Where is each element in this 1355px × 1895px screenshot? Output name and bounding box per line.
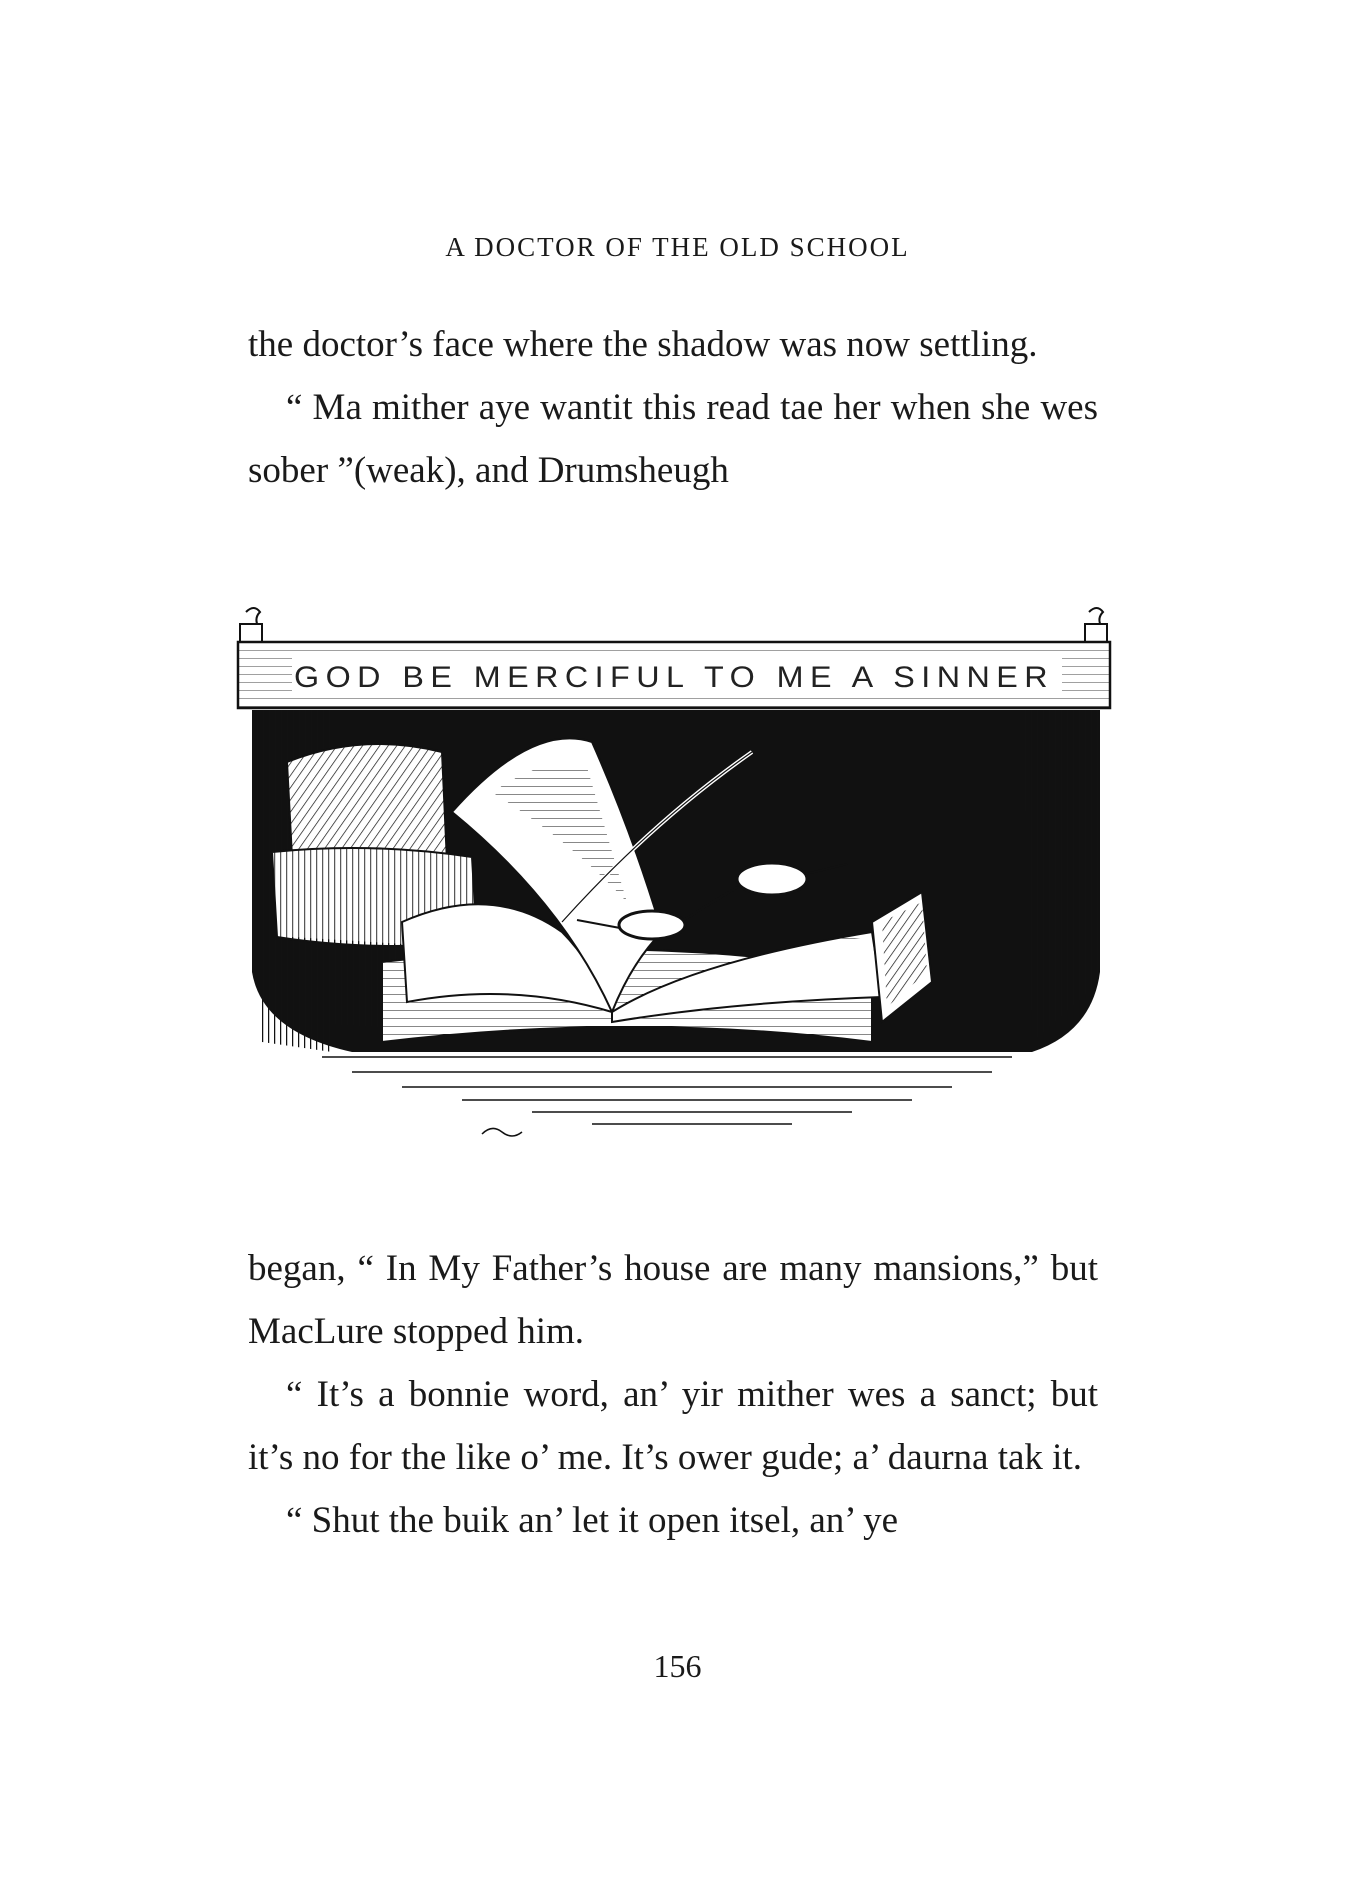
paragraph: began, “ In My Father’s house are many mansions,” but MacLure stopped him. (248, 1248, 1098, 1352)
paragraph: “ Shut the buik an’ let it open itsel, an’ ye (286, 1500, 899, 1541)
engraving-illustration (232, 602, 1117, 1177)
page-number: 156 (653, 1648, 702, 1684)
running-head: A DOCTOR OF THE OLD SCHOOL (445, 232, 910, 262)
table-surface (322, 1057, 1012, 1124)
banner-inscription: GOD BE MERCIFUL TO ME A SINNER (294, 661, 1054, 694)
text-block-top (248, 313, 1098, 502)
paragraph: “ It’s a bonnie word, an’ yir mither wes a sanct; but it’s no for the like o’ me. It’s ower gude; a’ daurna tak it. (248, 1374, 1098, 1478)
illustration-bible-and-spectacles (232, 602, 1117, 1177)
text-block-bottom (248, 1237, 1098, 1552)
paragraph: the doctor’s face where the shadow was now settling. (248, 324, 1038, 365)
artist-monogram (482, 1128, 522, 1136)
inscription-banner (238, 642, 1110, 708)
paragraph: “ Ma mither aye wantit this read tae her when she wes sober ”(weak), and Drumsheugh (248, 387, 1098, 491)
